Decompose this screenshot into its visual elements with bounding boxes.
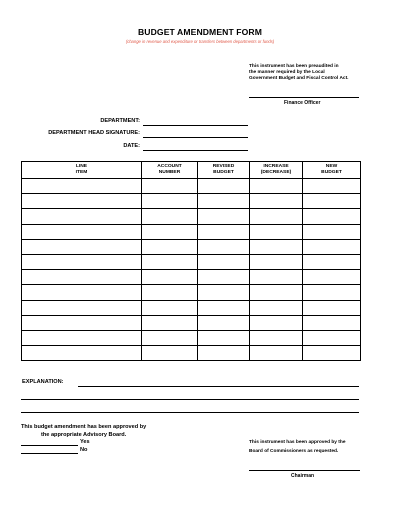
table-cell[interactable]	[250, 346, 303, 361]
table-cell[interactable]	[250, 300, 303, 315]
finance-officer-label: Finance Officer	[284, 100, 321, 106]
table-cell[interactable]	[198, 179, 250, 194]
table-cell[interactable]	[250, 239, 303, 254]
table-row	[22, 209, 361, 224]
table-cell[interactable]	[250, 285, 303, 300]
explanation-line[interactable]	[21, 399, 359, 400]
table-row	[22, 194, 361, 209]
table-cell[interactable]	[142, 330, 198, 345]
commissioners-line: This instrument has been approved by the	[249, 440, 346, 445]
table-cell[interactable]	[198, 330, 250, 345]
table-cell[interactable]	[303, 179, 361, 194]
commissioners-line: Board of Commissioners as requested.	[249, 449, 339, 454]
table-cell[interactable]	[250, 270, 303, 285]
table-cell[interactable]	[22, 300, 142, 315]
table-cell[interactable]	[22, 254, 142, 269]
date-field[interactable]	[143, 150, 248, 151]
date-label: DATE:	[123, 143, 140, 149]
table-cell[interactable]	[303, 224, 361, 239]
table-cell[interactable]	[22, 239, 142, 254]
table-cell[interactable]	[198, 209, 250, 224]
chairman-label: Chairman	[291, 473, 315, 479]
table-cell[interactable]	[303, 300, 361, 315]
table-cell[interactable]	[142, 239, 198, 254]
table-cell[interactable]	[22, 270, 142, 285]
table-cell[interactable]	[250, 330, 303, 345]
explanation-line[interactable]	[21, 412, 359, 413]
explanation-line[interactable]	[78, 386, 359, 387]
department-label: DEPARTMENT:	[100, 118, 140, 124]
table-cell[interactable]	[22, 346, 142, 361]
explanation-label: EXPLANATION:	[22, 379, 64, 385]
column-header-new-budget: NEW BUDGET	[303, 162, 361, 179]
no-field[interactable]	[21, 453, 78, 454]
table-cell[interactable]	[142, 270, 198, 285]
yes-label: Yes	[80, 439, 90, 445]
table-cell[interactable]	[142, 194, 198, 209]
form-subtitle: (change in revenue and expenditure or transfers between departments or funds)	[125, 39, 275, 44]
chairman-signature-line[interactable]	[249, 470, 360, 471]
table-cell[interactable]	[303, 330, 361, 345]
table-cell[interactable]	[250, 315, 303, 330]
table-cell[interactable]	[22, 224, 142, 239]
table-row	[22, 239, 361, 254]
department-head-signature-label: DEPARTMENT HEAD SIGNATURE:	[48, 130, 140, 136]
column-header-revised-budget: REVISED BUDGET	[198, 162, 250, 179]
no-label: No	[80, 447, 88, 453]
table-row	[22, 300, 361, 315]
advisory-line: the appropriate Advisory Board.	[41, 432, 127, 438]
table-cell[interactable]	[198, 239, 250, 254]
preaudit-statement	[249, 64, 369, 83]
table-header-row	[22, 162, 361, 179]
table-cell[interactable]	[142, 300, 198, 315]
table-cell[interactable]	[142, 285, 198, 300]
table-cell[interactable]	[250, 194, 303, 209]
table-cell[interactable]	[142, 179, 198, 194]
table-cell[interactable]	[198, 285, 250, 300]
table-cell[interactable]	[198, 224, 250, 239]
table-cell[interactable]	[303, 194, 361, 209]
table-cell[interactable]	[22, 179, 142, 194]
column-header-line-item: LINE ITEM	[22, 162, 142, 179]
preaudit-line: Government Budget and Fiscal Control Act.	[249, 76, 349, 82]
table-cell[interactable]	[250, 209, 303, 224]
finance-officer-signature-line[interactable]	[249, 97, 359, 98]
table-cell[interactable]	[303, 239, 361, 254]
table-cell[interactable]	[142, 209, 198, 224]
table-cell[interactable]	[198, 315, 250, 330]
column-header-account-number: ACCOUNT NUMBER	[142, 162, 198, 179]
table-body	[22, 179, 361, 361]
table-cell[interactable]	[250, 179, 303, 194]
table-row	[22, 346, 361, 361]
table-row	[22, 254, 361, 269]
table-row	[22, 330, 361, 345]
table-cell[interactable]	[142, 346, 198, 361]
table-cell[interactable]	[198, 346, 250, 361]
column-header-increase-decrease: INCREASE (DECREASE)	[250, 162, 303, 179]
table-cell[interactable]	[198, 194, 250, 209]
preaudit-line: the manner required by the Local	[249, 70, 325, 76]
table-cell[interactable]	[22, 209, 142, 224]
table-row	[22, 224, 361, 239]
table-row	[22, 179, 361, 194]
budget-amendment-table	[21, 161, 361, 361]
preaudit-line: This instrument has been preaudited in	[249, 64, 339, 69]
table-row	[22, 315, 361, 330]
advisory-line: This budget amendment has been approved by	[21, 424, 147, 430]
table-cell[interactable]	[142, 315, 198, 330]
table-cell[interactable]	[303, 285, 361, 300]
table-cell[interactable]	[303, 209, 361, 224]
table-cell[interactable]	[22, 285, 142, 300]
table-cell[interactable]	[198, 270, 250, 285]
table-cell[interactable]	[250, 224, 303, 239]
table-cell[interactable]	[142, 254, 198, 269]
table-cell[interactable]	[198, 300, 250, 315]
table-cell[interactable]	[198, 254, 250, 269]
table-cell[interactable]	[22, 315, 142, 330]
table-row	[22, 285, 361, 300]
table-row	[22, 270, 361, 285]
advisory-approval-text	[21, 423, 146, 439]
form-title: BUDGET AMENDMENT FORM	[138, 27, 262, 37]
table-cell[interactable]	[142, 224, 198, 239]
commissioners-approval-text	[249, 438, 346, 456]
department-head-signature-field[interactable]	[143, 137, 248, 138]
table-cell[interactable]	[22, 330, 142, 345]
table-cell[interactable]	[303, 346, 361, 361]
table-cell[interactable]	[22, 194, 142, 209]
department-field[interactable]	[143, 125, 248, 126]
table-cell[interactable]	[250, 254, 303, 269]
table-cell[interactable]	[303, 270, 361, 285]
yes-field[interactable]	[21, 445, 78, 446]
table-cell[interactable]	[303, 315, 361, 330]
table-cell[interactable]	[303, 254, 361, 269]
